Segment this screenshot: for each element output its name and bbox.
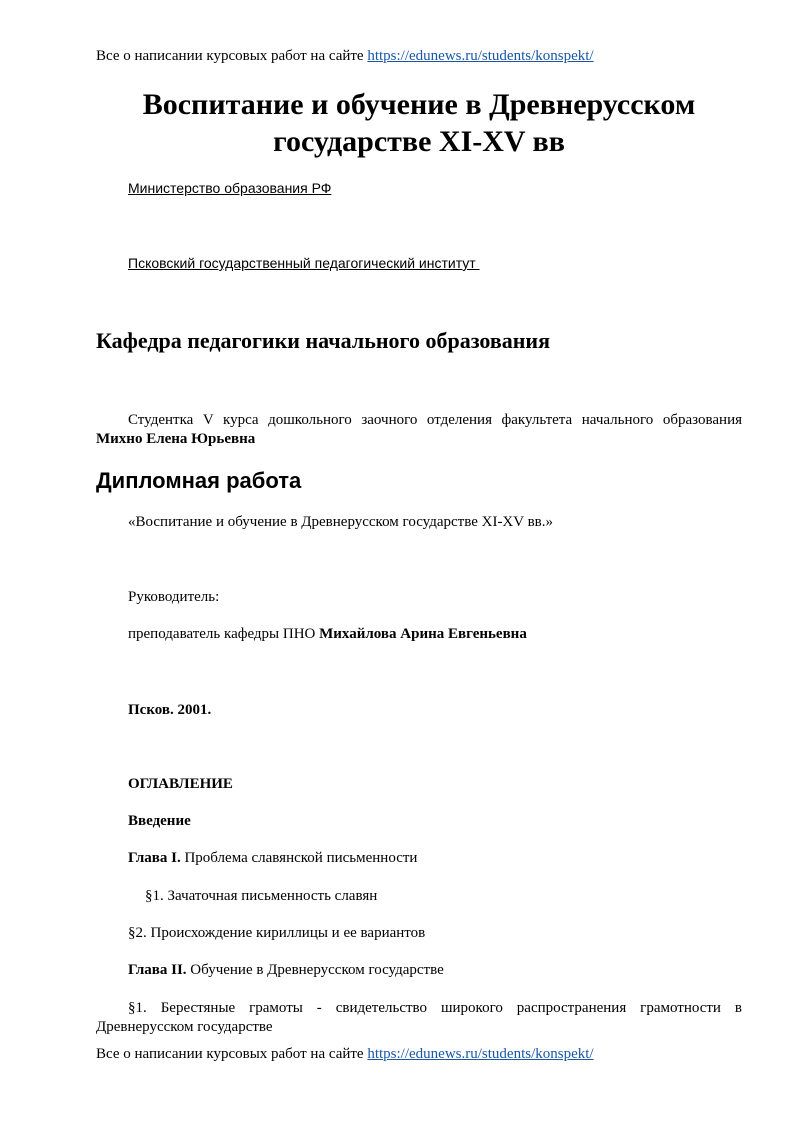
toc-heading: ОГЛАВЛЕНИЕ	[128, 776, 233, 792]
document-title: Воспитание и обучение в Древнерусском государстве XI-XV вв	[142, 88, 696, 158]
toc-chapter-1-title: Проблема славянской письменности	[180, 850, 418, 866]
supervisor-label: Руководитель:	[128, 589, 220, 605]
header-text: Все о написании курсовых работ на сайте	[96, 48, 368, 64]
toc-chapter-1-section-1: §1. Зачаточная письменность славян	[145, 888, 378, 904]
toc-introduction: Введение	[128, 813, 191, 829]
toc-chapter-2-title: Обучение в Древнерусском государстве	[186, 962, 444, 978]
toc-chapter-1-label: Глава I.	[128, 850, 181, 866]
footer-text: Все о написании курсовых работ на сайте	[96, 1046, 368, 1062]
toc-chapter-2	[128, 962, 444, 979]
page-header	[96, 48, 594, 65]
institute-line: Псковский государственный педагогический институт	[128, 255, 480, 271]
footer-link[interactable]: https://edunews.ru/students/konspekt/	[367, 1046, 594, 1062]
toc-chapter-1	[128, 850, 417, 867]
toc-chapter-2-label: Глава II.	[128, 962, 187, 978]
work-type-heading: Дипломная работа	[96, 468, 302, 493]
student-name: Михно Елена Юрьевна	[96, 431, 256, 447]
student-text: Студентка V курса дошкольного заочного отделения факультета начального образования	[128, 412, 742, 428]
toc-chapter-2-section-1: §1. Берестяные грамоты - свидетельство широкого распространения грамотности в Древнерусском государстве	[96, 1000, 742, 1035]
city-year: Псков. 2001.	[128, 702, 212, 718]
toc-chapter-1-section-2: §2. Происхождение кириллицы и ее вариантов	[128, 925, 426, 941]
ministry-line: Министерство образования РФ	[128, 180, 332, 196]
work-title: «Воспитание и обучение в Древнерусском государстве XI-XV вв.»	[128, 514, 553, 530]
student-paragraph	[96, 411, 742, 449]
header-link[interactable]: https://edunews.ru/students/konspekt/	[367, 48, 594, 64]
page-footer	[96, 1046, 594, 1063]
supervisor-position: преподаватель кафедры ПНО	[128, 626, 320, 642]
department-heading: Кафедра педагогики начального образования	[96, 328, 550, 353]
supervisor-name: Михайлова Арина Евгеньевна	[319, 626, 527, 642]
supervisor-line	[128, 626, 527, 643]
